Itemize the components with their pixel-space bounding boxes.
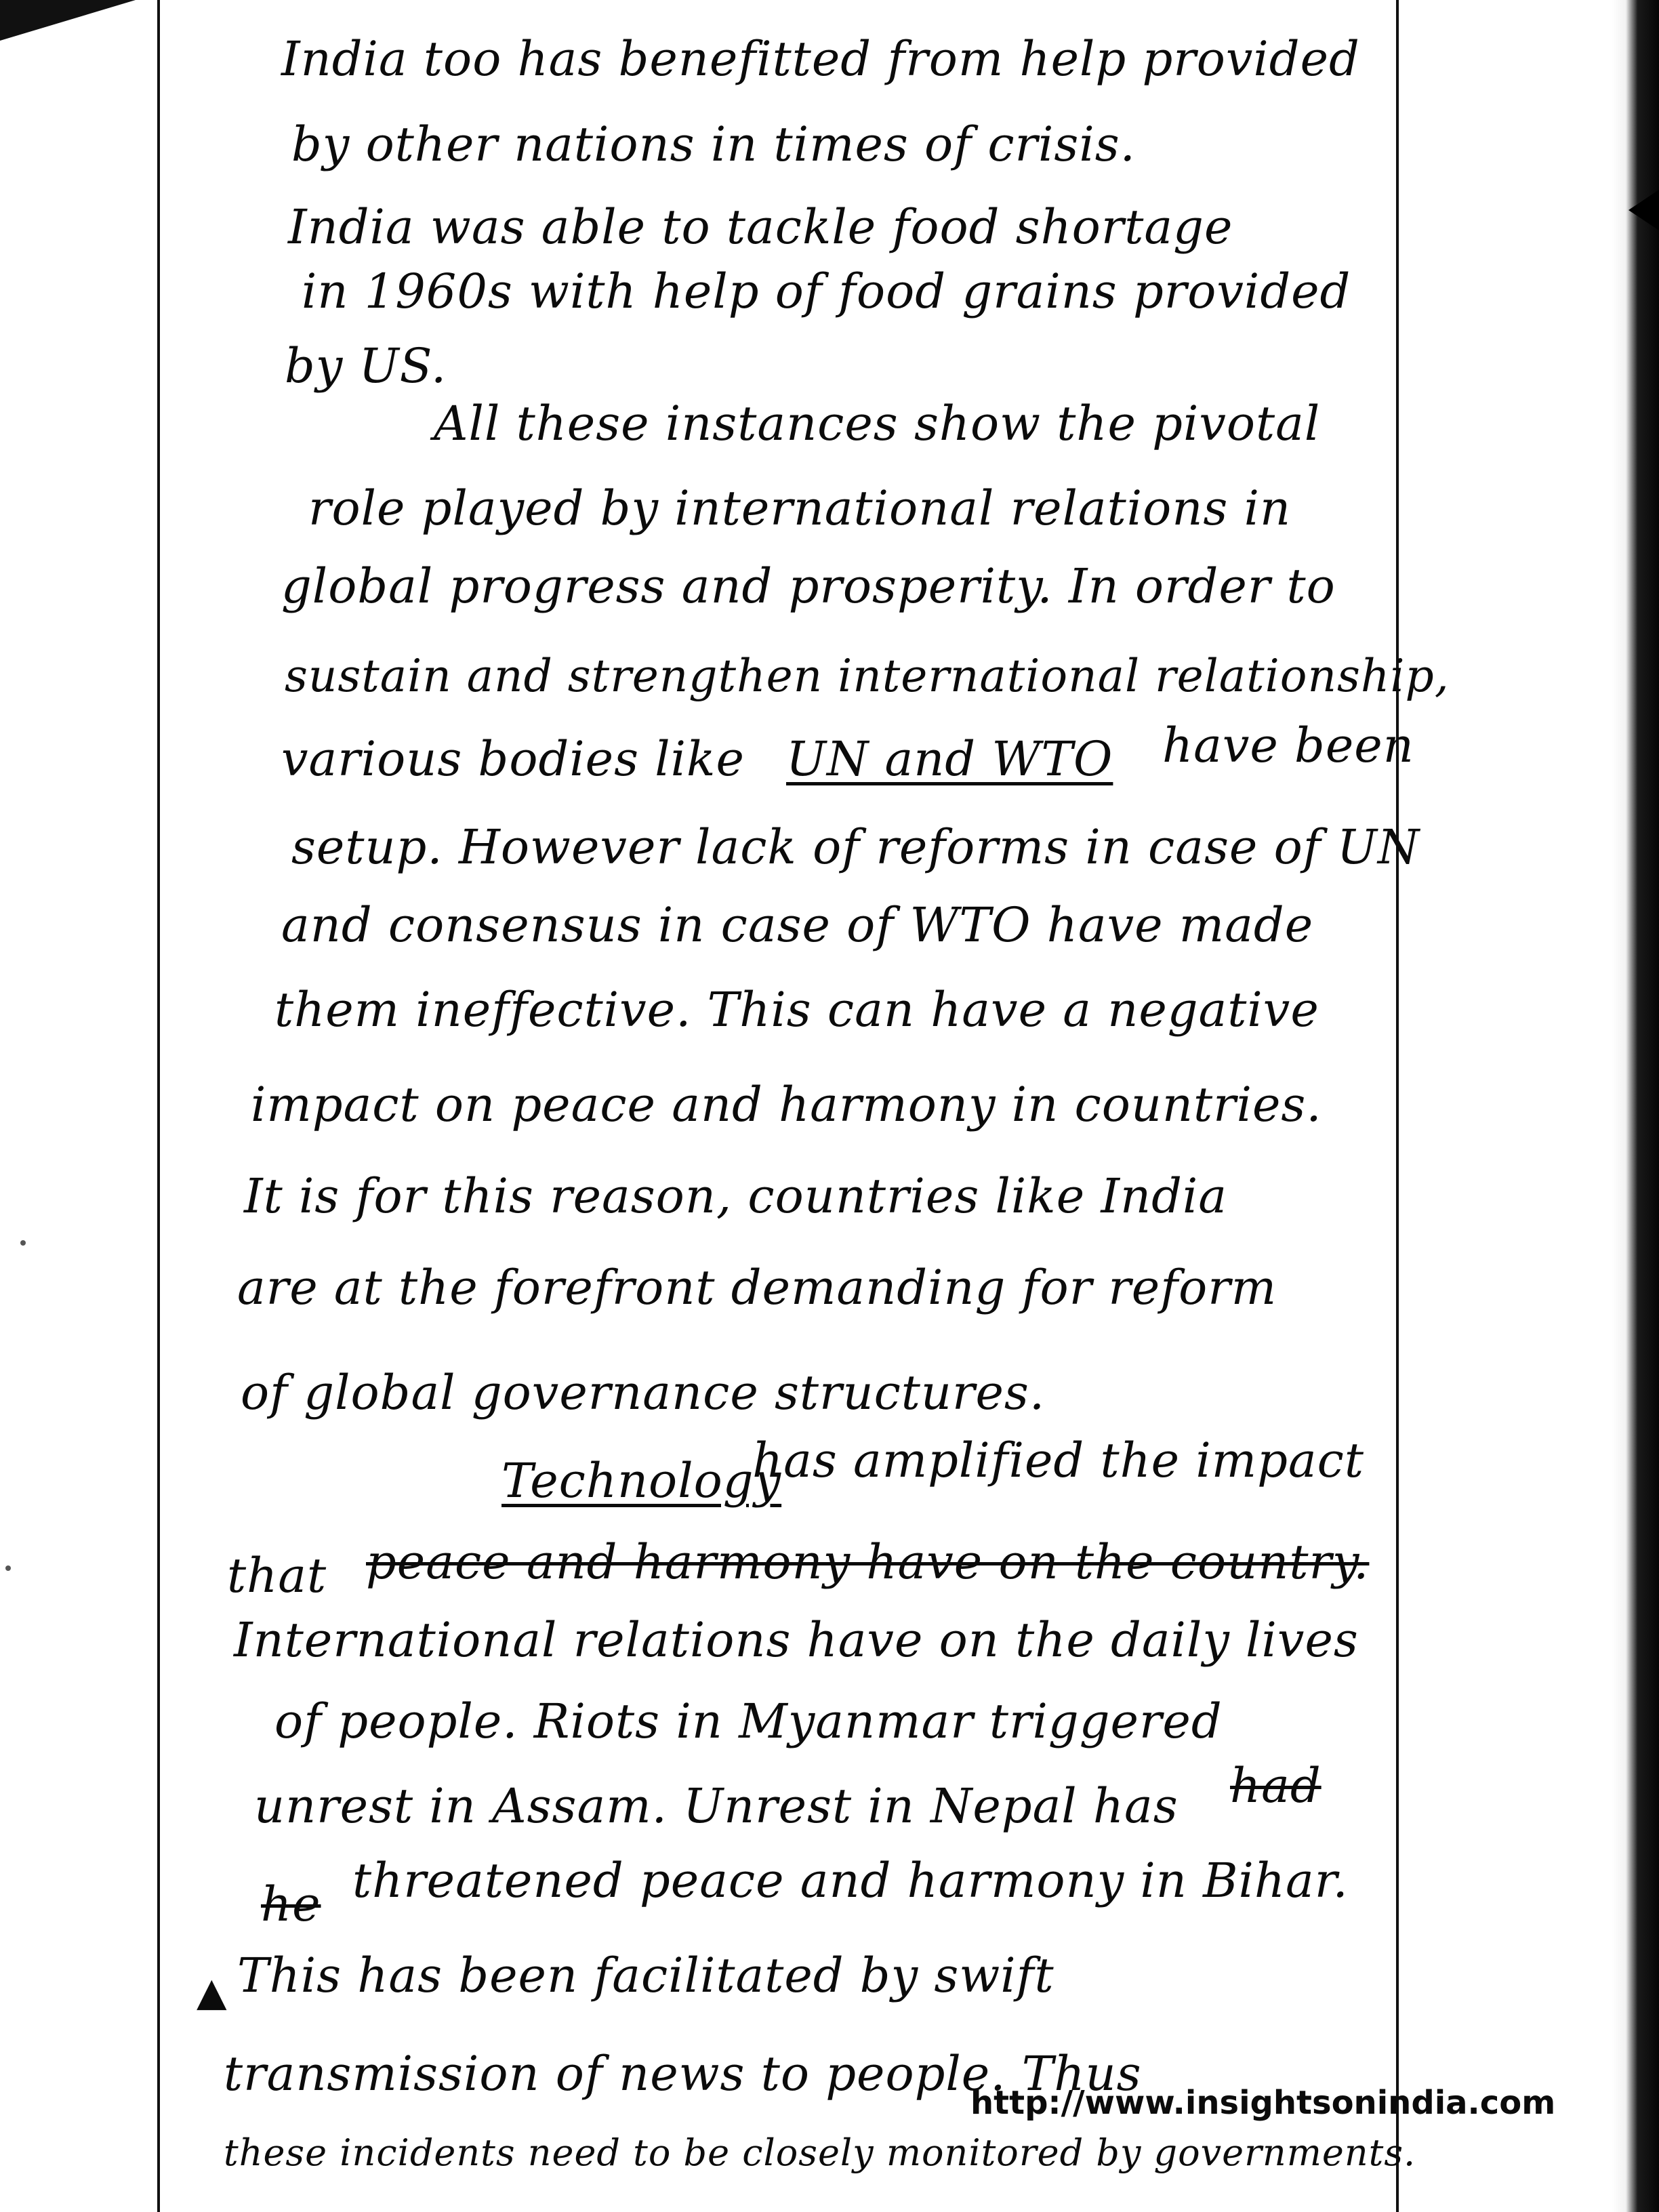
underlined-phrase: UN and WTO [786,731,1113,787]
text-line: It is for this reason, countries like India [244,1168,1228,1224]
page-edge-notch [1629,190,1659,230]
text-line: India too has benefitted from help provided [281,31,1360,87]
text-line: them ineffective. This can have a negative [274,982,1319,1038]
text-line: unrest in Assam. Unrest in Nepal has [254,1778,1179,1834]
text-line: that [227,1548,327,1603]
text-line: by US. [285,338,447,394]
text-line: of global governance structures. [241,1365,1046,1420]
text-line: global progress and prosperity. In order to [281,558,1336,614]
text-line: in 1960s with help of food grains provided [302,264,1351,319]
text-line: All these instances show the pivotal [434,396,1321,451]
struck-through-text: had [1230,1758,1322,1814]
text-line: threatened peace and harmony in Bihar. [352,1853,1349,1908]
underlined-phrase: Technology [501,1453,782,1509]
struck-through-text: peace and harmony have on the country. [366,1534,1370,1590]
text-line: sustain and strengthen international relationship, [285,650,1450,702]
right-margin-line [1396,0,1399,2212]
watermark-url: http://www.insightsonindia.com [970,2084,1556,2122]
torn-corner [0,0,136,41]
insertion-caret-icon: ▲ [197,1969,227,2015]
text-line: and consensus in case of WTO have made [281,897,1314,953]
text-line: setup. However lack of reforms in case of UN [291,819,1420,875]
text-line: This has been facilitated by swift [237,1948,1054,2003]
text-line: various bodies like [281,731,745,787]
page-edge-shadow [1612,0,1659,2212]
paper-speck [20,1240,26,1246]
text-line: transmission of news to people. Thus [224,2046,1142,2102]
text-line: has amplified the impact [752,1433,1364,1488]
text-line: are at the forefront demanding for reform [237,1260,1277,1315]
left-margin-line [157,0,160,2212]
text-line: India was able to tackle food shortage [288,199,1233,255]
struck-through-text: he [261,1877,321,1932]
text-line: impact on peace and harmony in countries. [251,1077,1322,1132]
text-line: International relations have on the daily lives [234,1612,1359,1668]
text-line: role played by international relations in [308,480,1292,536]
text-line: by other nations in times of crisis. [291,117,1136,172]
paper-speck [5,1565,11,1571]
text-line: these incidents need to be closely monitored by governments. [224,2131,1416,2174]
text-line: of people. Riots in Myanmar triggered [274,1694,1223,1749]
text-line: have been [1162,718,1414,773]
